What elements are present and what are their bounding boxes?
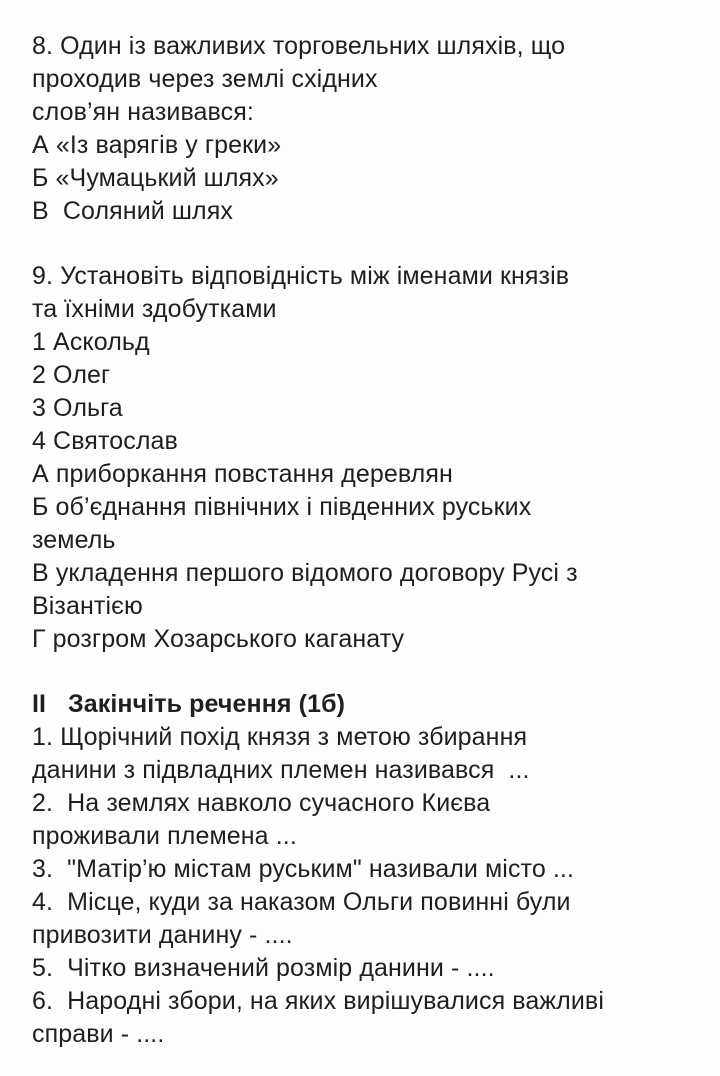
achievement-d: Г розгром Хозарського каганату bbox=[32, 625, 405, 653]
sentence-2-line-2: проживали племена ... bbox=[32, 822, 297, 850]
question-8-text-line-2: проходив через землі східних bbox=[32, 65, 378, 93]
section-2 bbox=[32, 688, 700, 1051]
achievement-a: А приборкання повстання деревлян bbox=[32, 460, 453, 488]
sentence-6-line-1: 6. Народні збори, на яких вирішувалися важливі bbox=[32, 987, 604, 1015]
question-8 bbox=[32, 30, 700, 228]
question-8-text-line-1: 8. Один із важливих торговельних шляхів, що bbox=[32, 32, 566, 60]
prince-name-1: 1 Аскольд bbox=[32, 328, 150, 356]
question-9 bbox=[32, 260, 700, 656]
spacer bbox=[32, 656, 700, 688]
sentence-1-line-2: данини з підвладних племен називався ... bbox=[32, 756, 530, 784]
question-8-text-line-3: слов’ян називався: bbox=[32, 98, 254, 126]
prince-name-3: 3 Ольга bbox=[32, 394, 123, 422]
achievement-b-line-1: Б об’єднання північних і південних руських bbox=[32, 493, 532, 521]
prince-name-4: 4 Святослав bbox=[32, 427, 178, 455]
achievement-c-line-2: Візантією bbox=[32, 592, 143, 620]
section-2-numeral: II bbox=[32, 690, 47, 718]
sentence-2-line-1: 2. На землях навколо сучасного Києва bbox=[32, 789, 491, 817]
sentence-3: 3. "Матір’ю містам руським" називали місто ... bbox=[32, 855, 575, 883]
sentence-4-line-1: 4. Місце, куди за наказом Ольги повинні були bbox=[32, 888, 571, 916]
question-8-option-b: Б «Чумацький шлях» bbox=[32, 164, 279, 192]
question-8-option-a: А «Із варягів у греки» bbox=[32, 131, 282, 159]
section-2-heading bbox=[32, 688, 700, 721]
achievement-c-line-1: В укладення першого відомого договору Русі з bbox=[32, 559, 578, 587]
sentence-6-line-2: справи - .... bbox=[32, 1020, 165, 1048]
spacer bbox=[32, 228, 700, 260]
sentence-5: 5. Чітко визначений розмір данини - .... bbox=[32, 954, 495, 982]
question-9-text-line-2: та їхніми здобутками bbox=[32, 295, 277, 323]
sentence-4-line-2: привозити данину - .... bbox=[32, 921, 293, 949]
section-2-title: Закінчіть речення (1б) bbox=[68, 690, 346, 718]
question-8-option-c: В Соляний шлях bbox=[32, 197, 233, 225]
sentence-1-line-1: 1. Щорічний похід князя з метою збирання bbox=[32, 723, 528, 751]
achievement-b-line-2: земель bbox=[32, 526, 116, 554]
prince-name-2: 2 Олег bbox=[32, 361, 111, 389]
question-9-text-line-1: 9. Установіть відповідність між іменами князів bbox=[32, 262, 570, 290]
